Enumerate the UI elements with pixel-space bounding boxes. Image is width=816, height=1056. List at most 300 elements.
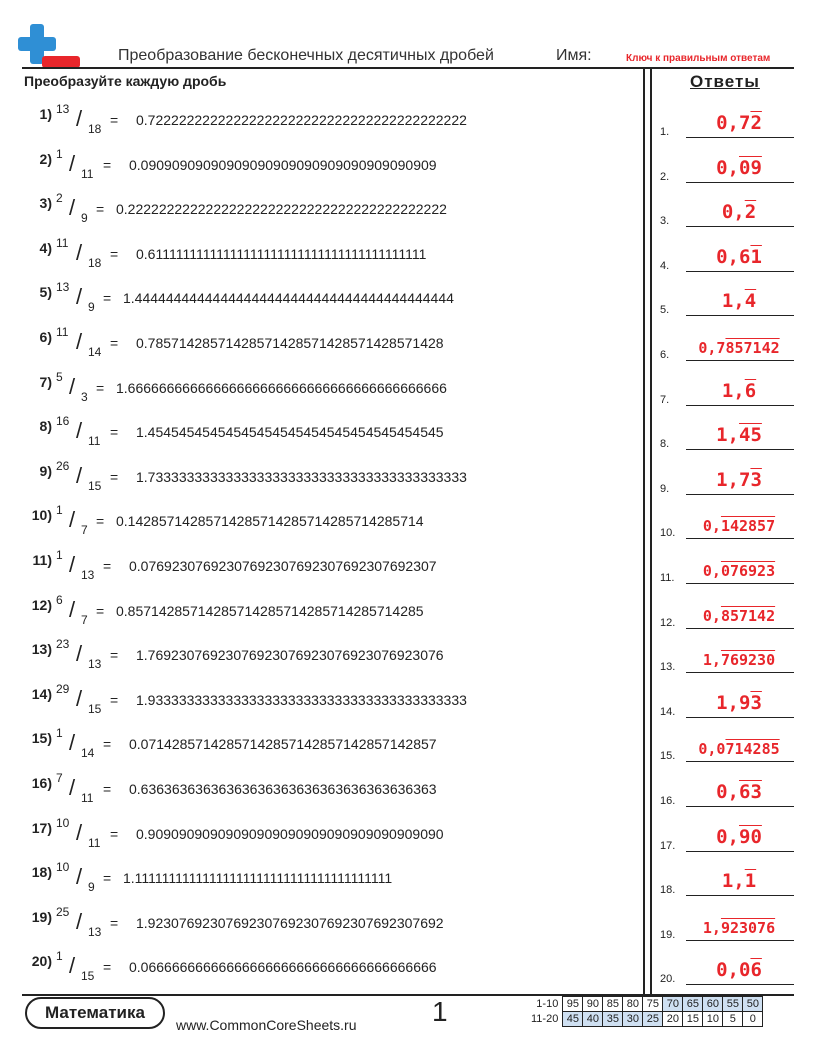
- answer-row: [660, 412, 794, 452]
- fraction-slash: /: [69, 150, 76, 176]
- answer-row: [660, 189, 794, 229]
- answer-line: [686, 761, 794, 762]
- decimal-expansion: 0.85714285714285714285714285714285714285: [116, 602, 424, 619]
- decimal-expansion: 0.78571428571428571428571428571428571428: [136, 335, 444, 351]
- answer-value: [686, 246, 792, 268]
- fraction: [56, 325, 146, 365]
- problem-number: 7): [39, 373, 52, 390]
- problem-row: [22, 503, 632, 543]
- denominator: 15: [88, 701, 102, 716]
- problem-row: [22, 816, 632, 856]
- fraction: [56, 816, 146, 856]
- decimal-expansion: 0.07142857142857142857142857142857142857: [129, 736, 437, 753]
- equals-sign: =: [96, 379, 105, 396]
- answer-number: 6.: [660, 349, 670, 361]
- answer-row: [660, 457, 794, 497]
- equals-sign: =: [110, 825, 119, 842]
- fraction-slash: /: [69, 507, 76, 533]
- problem-row: [22, 414, 632, 454]
- answer-row: [660, 858, 794, 898]
- instructions: Преобразуйте каждую дробь: [24, 73, 227, 89]
- answer-value: [686, 870, 792, 892]
- answers-heading: Ответы: [690, 72, 760, 91]
- problem-number: 12): [31, 596, 52, 613]
- denominator: 7: [81, 523, 88, 538]
- fraction-slash: /: [76, 284, 83, 310]
- answer-repeating: 90: [739, 825, 762, 848]
- score-cell: 90: [583, 997, 603, 1012]
- denominator: 13: [81, 568, 95, 582]
- score-cell: 85: [603, 997, 623, 1012]
- numerator: 10: [56, 815, 70, 830]
- equals-sign: =: [110, 468, 119, 485]
- problem-number: 15): [31, 730, 52, 747]
- fraction-slash: /: [76, 239, 83, 265]
- problem-row: [22, 860, 632, 900]
- answer-value: [686, 201, 792, 223]
- answer-non-repeating: 0,: [716, 781, 739, 803]
- page-number: 1: [432, 996, 448, 1027]
- denominator: 9: [81, 211, 88, 226]
- answer-number: 5.: [660, 304, 670, 317]
- answer-line: [686, 628, 794, 629]
- denominator: 11: [81, 791, 94, 805]
- answer-value: [686, 517, 792, 535]
- answer-repeating: 1: [750, 245, 762, 268]
- equals-sign: =: [110, 112, 119, 128]
- fraction-slash: /: [76, 106, 83, 131]
- score-cell: 10: [703, 1012, 723, 1027]
- numerator: 25: [56, 904, 70, 919]
- answer-line: [686, 182, 794, 183]
- fraction: [56, 102, 146, 142]
- answer-line: [686, 271, 794, 272]
- equals-sign: =: [103, 156, 112, 173]
- answer-number: 12.: [660, 616, 676, 629]
- answer-row: [660, 724, 794, 764]
- equals-sign: =: [96, 602, 105, 619]
- answer-line: [686, 895, 794, 896]
- problem-number: 16): [31, 775, 52, 791]
- fraction: [56, 414, 146, 454]
- problem-row: [22, 905, 632, 945]
- answer-repeating: 2: [744, 201, 757, 224]
- fraction-slash: /: [69, 552, 76, 577]
- equals-sign: =: [103, 959, 112, 976]
- denominator: 15: [81, 969, 95, 984]
- answer-number: 14.: [660, 705, 676, 718]
- problem-number: 8): [39, 418, 52, 435]
- answer-number: 8.: [660, 438, 670, 451]
- numerator: 11: [56, 325, 69, 339]
- denominator: 14: [81, 746, 95, 761]
- answer-repeating: 857142: [725, 339, 780, 357]
- equals-sign: =: [103, 781, 112, 797]
- equals-sign: =: [110, 691, 119, 708]
- problem-number: 18): [31, 864, 52, 881]
- equals-sign: =: [96, 201, 105, 218]
- brand-badge: Математика: [25, 997, 165, 1029]
- equals-sign: =: [103, 736, 112, 753]
- problem-number: 10): [31, 507, 52, 524]
- fraction-slash: /: [76, 418, 83, 444]
- decimal-expansion: 1.66666666666666666666666666666666666666666: [116, 379, 447, 396]
- answer-repeating: 769230: [720, 651, 776, 670]
- answer-repeating: 09: [739, 156, 762, 179]
- answer-number: 2.: [660, 170, 670, 183]
- answer-line: [686, 494, 794, 495]
- answer-value: [686, 157, 792, 179]
- decimal-expansion: 1.73333333333333333333333333333333333333333: [136, 468, 467, 485]
- answer-non-repeating: 1,: [721, 290, 745, 313]
- numerator: 16: [56, 414, 70, 429]
- fraction-slash: /: [69, 373, 76, 399]
- problem-number: 14): [31, 685, 52, 702]
- score-row-label: 11-20: [531, 1013, 559, 1025]
- equals-sign: =: [103, 870, 112, 887]
- denominator: 13: [88, 924, 102, 939]
- worksheet-title: Преобразование бесконечных десятичных дробей: [118, 47, 494, 64]
- answer-repeating: 63: [739, 781, 762, 803]
- answer-value: [686, 469, 792, 491]
- answer-value: [686, 740, 792, 758]
- answer-number: 19.: [660, 928, 676, 941]
- denominator: 7: [81, 612, 88, 627]
- score-table: [528, 996, 763, 1027]
- equals-sign: =: [110, 914, 119, 931]
- answer-non-repeating: 0,: [702, 562, 721, 580]
- score-cell: 60: [703, 997, 723, 1012]
- answer-value: [686, 826, 792, 848]
- decimal-expansion: 1.45454545454545454545454545454545454545: [136, 424, 444, 441]
- problem-number: 19): [31, 908, 52, 925]
- numerator: 11: [56, 235, 69, 250]
- equals-sign: =: [96, 513, 105, 530]
- numerator: 1: [56, 146, 63, 161]
- denominator: 13: [88, 657, 102, 672]
- answer-non-repeating: 0,7: [698, 339, 726, 357]
- problem-number: 3): [39, 195, 52, 212]
- answer-repeating: 6: [744, 379, 757, 402]
- answer-value: [686, 959, 792, 981]
- answer-value: [686, 339, 792, 357]
- decimal-expansion: 1.92307692307692307692307692307692307692: [136, 914, 444, 931]
- problem-row: [22, 593, 632, 633]
- answer-row: [660, 234, 794, 274]
- score-cell: 95: [563, 997, 583, 1012]
- score-cell: 5: [723, 1012, 743, 1027]
- decimal-expansion: 0.14285714285714285714285714285714285714: [116, 513, 424, 530]
- answer-line: [686, 360, 794, 361]
- answer-value: [686, 651, 792, 669]
- problem-row: [22, 147, 632, 187]
- answer-number: 7.: [660, 393, 670, 406]
- equals-sign: =: [110, 424, 119, 441]
- score-row-label: 1-10: [536, 998, 559, 1010]
- denominator: 18: [88, 122, 102, 136]
- answer-non-repeating: 0,0: [698, 740, 726, 759]
- plus-minus-logo-icon: [18, 24, 80, 70]
- denominator: 15: [88, 478, 102, 493]
- answer-number: 18.: [660, 884, 676, 897]
- problem-row: [22, 548, 632, 588]
- numerator: 1: [56, 726, 63, 741]
- answer-line: [686, 538, 794, 539]
- score-cell: 65: [683, 997, 703, 1012]
- equals-sign: =: [103, 558, 112, 574]
- score-row: [528, 997, 763, 1012]
- answer-value: [686, 424, 792, 446]
- answer-row: [660, 368, 794, 408]
- answer-number: 10.: [660, 527, 676, 540]
- score-cell: 30: [623, 1012, 643, 1027]
- answer-value: [686, 562, 792, 580]
- fraction: [56, 459, 146, 499]
- fraction-slash: /: [76, 641, 83, 667]
- answer-value: [686, 919, 792, 937]
- decimal-expansion: 0.07692307692307692307692307692307692307: [129, 558, 437, 574]
- fraction-slash: /: [76, 685, 83, 711]
- answer-number: 16.: [660, 795, 676, 807]
- fraction-slash: /: [69, 775, 76, 800]
- equals-sign: =: [110, 245, 119, 262]
- answer-non-repeating: 0,: [702, 606, 721, 625]
- answer-column-border-left: [643, 68, 645, 994]
- numerator: 10: [56, 860, 70, 875]
- header-divider: [22, 67, 794, 69]
- decimal-expansion: 1.76923076923076923076923076923076923076: [136, 647, 444, 664]
- answer-line: [686, 405, 794, 406]
- problem-row: [22, 280, 632, 320]
- answer-non-repeating: 0,7: [716, 112, 751, 134]
- decimal-expansion: 0.72222222222222222222222222222222222222222: [136, 112, 467, 128]
- answer-key-label: Ключ к правильным ответам: [626, 53, 771, 64]
- score-cell: 35: [603, 1012, 623, 1027]
- numerator: 7: [56, 771, 63, 785]
- answer-row: [660, 591, 794, 631]
- answer-line: [686, 315, 794, 316]
- score-cell: 55: [723, 997, 743, 1012]
- name-label: Имя:: [556, 47, 592, 64]
- score-cell: 45: [563, 1012, 583, 1027]
- fraction-slash: /: [76, 908, 83, 934]
- answer-number: 17.: [660, 839, 676, 852]
- answer-row: [660, 680, 794, 720]
- denominator: 11: [88, 835, 101, 850]
- fraction: [56, 637, 146, 677]
- answer-column-border-right: [650, 68, 652, 994]
- numerator: 23: [56, 637, 70, 652]
- decimal-expansion: 1.11111111111111111111111111111111111111: [123, 870, 393, 887]
- problem-number: 9): [39, 462, 52, 479]
- answer-repeating: 076923: [720, 562, 776, 580]
- answer-repeating: 6: [750, 959, 762, 982]
- denominator: 9: [88, 300, 95, 315]
- answer-number: 9.: [660, 482, 670, 495]
- answer-repeating: 714285: [725, 740, 780, 759]
- answer-non-repeating: 0,: [702, 517, 721, 536]
- decimal-expansion: 1.93333333333333333333333333333333333333333: [136, 691, 467, 708]
- answer-number: 15.: [660, 750, 676, 763]
- score-cell: 50: [743, 997, 763, 1012]
- problem-row: [22, 949, 632, 989]
- answer-line: [686, 583, 794, 584]
- answer-number: 11.: [660, 572, 675, 584]
- answer-row: [660, 501, 794, 541]
- decimal-expansion: 1.44444444444444444444444444444444444444444: [123, 290, 454, 307]
- numerator: 26: [56, 458, 70, 473]
- fraction-slash: /: [76, 462, 83, 488]
- problem-number: 20): [31, 953, 52, 970]
- fraction-slash: /: [76, 864, 83, 890]
- answer-line: [686, 449, 794, 450]
- problem-number: 11): [32, 552, 52, 568]
- problem-number: 5): [39, 284, 52, 301]
- answer-non-repeating: 0,0: [716, 959, 751, 982]
- answer-line: [686, 806, 794, 807]
- equals-sign: =: [110, 647, 119, 664]
- numerator: 13: [56, 102, 70, 116]
- fraction-slash: /: [76, 329, 83, 354]
- problem-number: 1): [39, 106, 52, 122]
- problem-row: [22, 325, 632, 365]
- fraction-slash: /: [76, 819, 83, 845]
- answer-non-repeating: 0,: [721, 201, 745, 224]
- answer-number: 13.: [660, 661, 676, 674]
- score-cell: 20: [663, 1012, 683, 1027]
- decimal-expansion: 0.90909090909090909090909090909090909090: [136, 825, 444, 842]
- answer-value: [686, 692, 792, 714]
- answer-number: 1.: [660, 126, 670, 138]
- answer-line: [686, 940, 794, 941]
- problem-row: [22, 682, 632, 722]
- numerator: 6: [56, 592, 63, 607]
- score-cell: 80: [623, 997, 643, 1012]
- denominator: 3: [81, 389, 88, 404]
- score-cell: 25: [643, 1012, 663, 1027]
- answer-value: [686, 290, 792, 312]
- answer-repeating: 3: [750, 691, 762, 714]
- numerator: 1: [56, 949, 63, 964]
- answer-repeating: 45: [739, 424, 762, 447]
- score-cell: 75: [643, 997, 663, 1012]
- answer-non-repeating: 0,: [716, 825, 739, 848]
- problem-row: [22, 191, 632, 231]
- problem-row: [22, 459, 632, 499]
- answer-non-repeating: 1,: [716, 424, 739, 447]
- equals-sign: =: [110, 335, 119, 351]
- answer-non-repeating: 0,: [716, 156, 739, 179]
- answer-non-repeating: 1,9: [716, 691, 751, 714]
- decimal-expansion: 0.61111111111111111111111111111111111111111: [136, 245, 427, 262]
- answer-line: [686, 717, 794, 718]
- answer-row: [660, 635, 794, 675]
- fraction: [56, 682, 146, 722]
- answer-line: [686, 226, 794, 227]
- decimal-expansion: 0.06666666666666666666666666666666666666: [129, 959, 437, 976]
- answer-row: [660, 769, 794, 809]
- problem-number: 13): [31, 641, 52, 658]
- problem-row: [22, 771, 632, 811]
- denominator: 11: [88, 434, 101, 449]
- answer-line: [686, 851, 794, 852]
- answer-value: [686, 112, 792, 134]
- numerator: 1: [56, 503, 63, 518]
- answer-number: 20.: [660, 973, 676, 986]
- answer-repeating: 2: [750, 112, 762, 134]
- answer-repeating: 4: [744, 290, 757, 313]
- answer-number: 4.: [660, 259, 670, 272]
- problem-row: [22, 637, 632, 677]
- denominator: 18: [88, 255, 102, 270]
- equals-sign: =: [103, 290, 112, 307]
- decimal-expansion: 0.63636363636363636363636363636363636363: [129, 781, 437, 797]
- numerator: 1: [56, 548, 63, 562]
- answer-repeating: 923076: [720, 918, 776, 937]
- numerator: 5: [56, 369, 63, 384]
- denominator: 11: [81, 166, 94, 181]
- problem-number: 4): [39, 239, 52, 256]
- answer-line: [686, 672, 794, 673]
- answer-value: [686, 607, 792, 625]
- decimal-expansion: 0.22222222222222222222222222222222222222222: [116, 201, 447, 218]
- answer-repeating: 857142: [720, 606, 776, 625]
- answer-row: [660, 814, 794, 854]
- problem-row: [22, 102, 632, 142]
- problem-row: [22, 370, 632, 410]
- answer-number: 3.: [660, 215, 670, 228]
- problem-number: 17): [31, 819, 52, 836]
- answer-line: [686, 137, 794, 138]
- answer-row: [660, 278, 794, 318]
- answer-line: [686, 984, 794, 985]
- fraction-slash: /: [69, 953, 76, 979]
- numerator: 13: [56, 280, 70, 295]
- decimal-expansion: 0.09090909090909090909090909090909090909: [129, 156, 437, 173]
- answer-row: [660, 323, 794, 363]
- answer-value: [686, 781, 792, 803]
- fraction-slash: /: [69, 596, 76, 622]
- answer-non-repeating: 1,7: [716, 468, 751, 491]
- fraction-slash: /: [69, 195, 76, 221]
- score-cell: 70: [663, 997, 683, 1012]
- denominator: 9: [88, 880, 95, 895]
- problem-row: [22, 726, 632, 766]
- answer-non-repeating: 1,: [702, 651, 721, 670]
- problem-row: [22, 236, 632, 276]
- answer-repeating: 142857: [720, 517, 776, 536]
- denominator: 14: [88, 345, 102, 359]
- site-url: www.CommonCoreSheets.ru: [176, 1017, 357, 1033]
- answer-non-repeating: 1,: [702, 918, 721, 937]
- answer-row: [660, 947, 794, 987]
- answer-non-repeating: 1,: [721, 870, 745, 893]
- score-cell: 0: [743, 1012, 763, 1027]
- answer-repeating: 3: [750, 468, 762, 491]
- fraction: [56, 236, 146, 276]
- answer-row: [660, 145, 794, 185]
- score-row: [528, 1012, 763, 1027]
- fraction-slash: /: [69, 730, 76, 756]
- answer-value: [686, 380, 792, 402]
- score-cell: 15: [683, 1012, 703, 1027]
- problem-number: 2): [39, 150, 52, 167]
- fraction: [56, 905, 146, 945]
- answer-row: [660, 546, 794, 586]
- answer-row: [660, 903, 794, 943]
- answer-non-repeating: 1,: [721, 379, 745, 402]
- answer-row: [660, 100, 794, 140]
